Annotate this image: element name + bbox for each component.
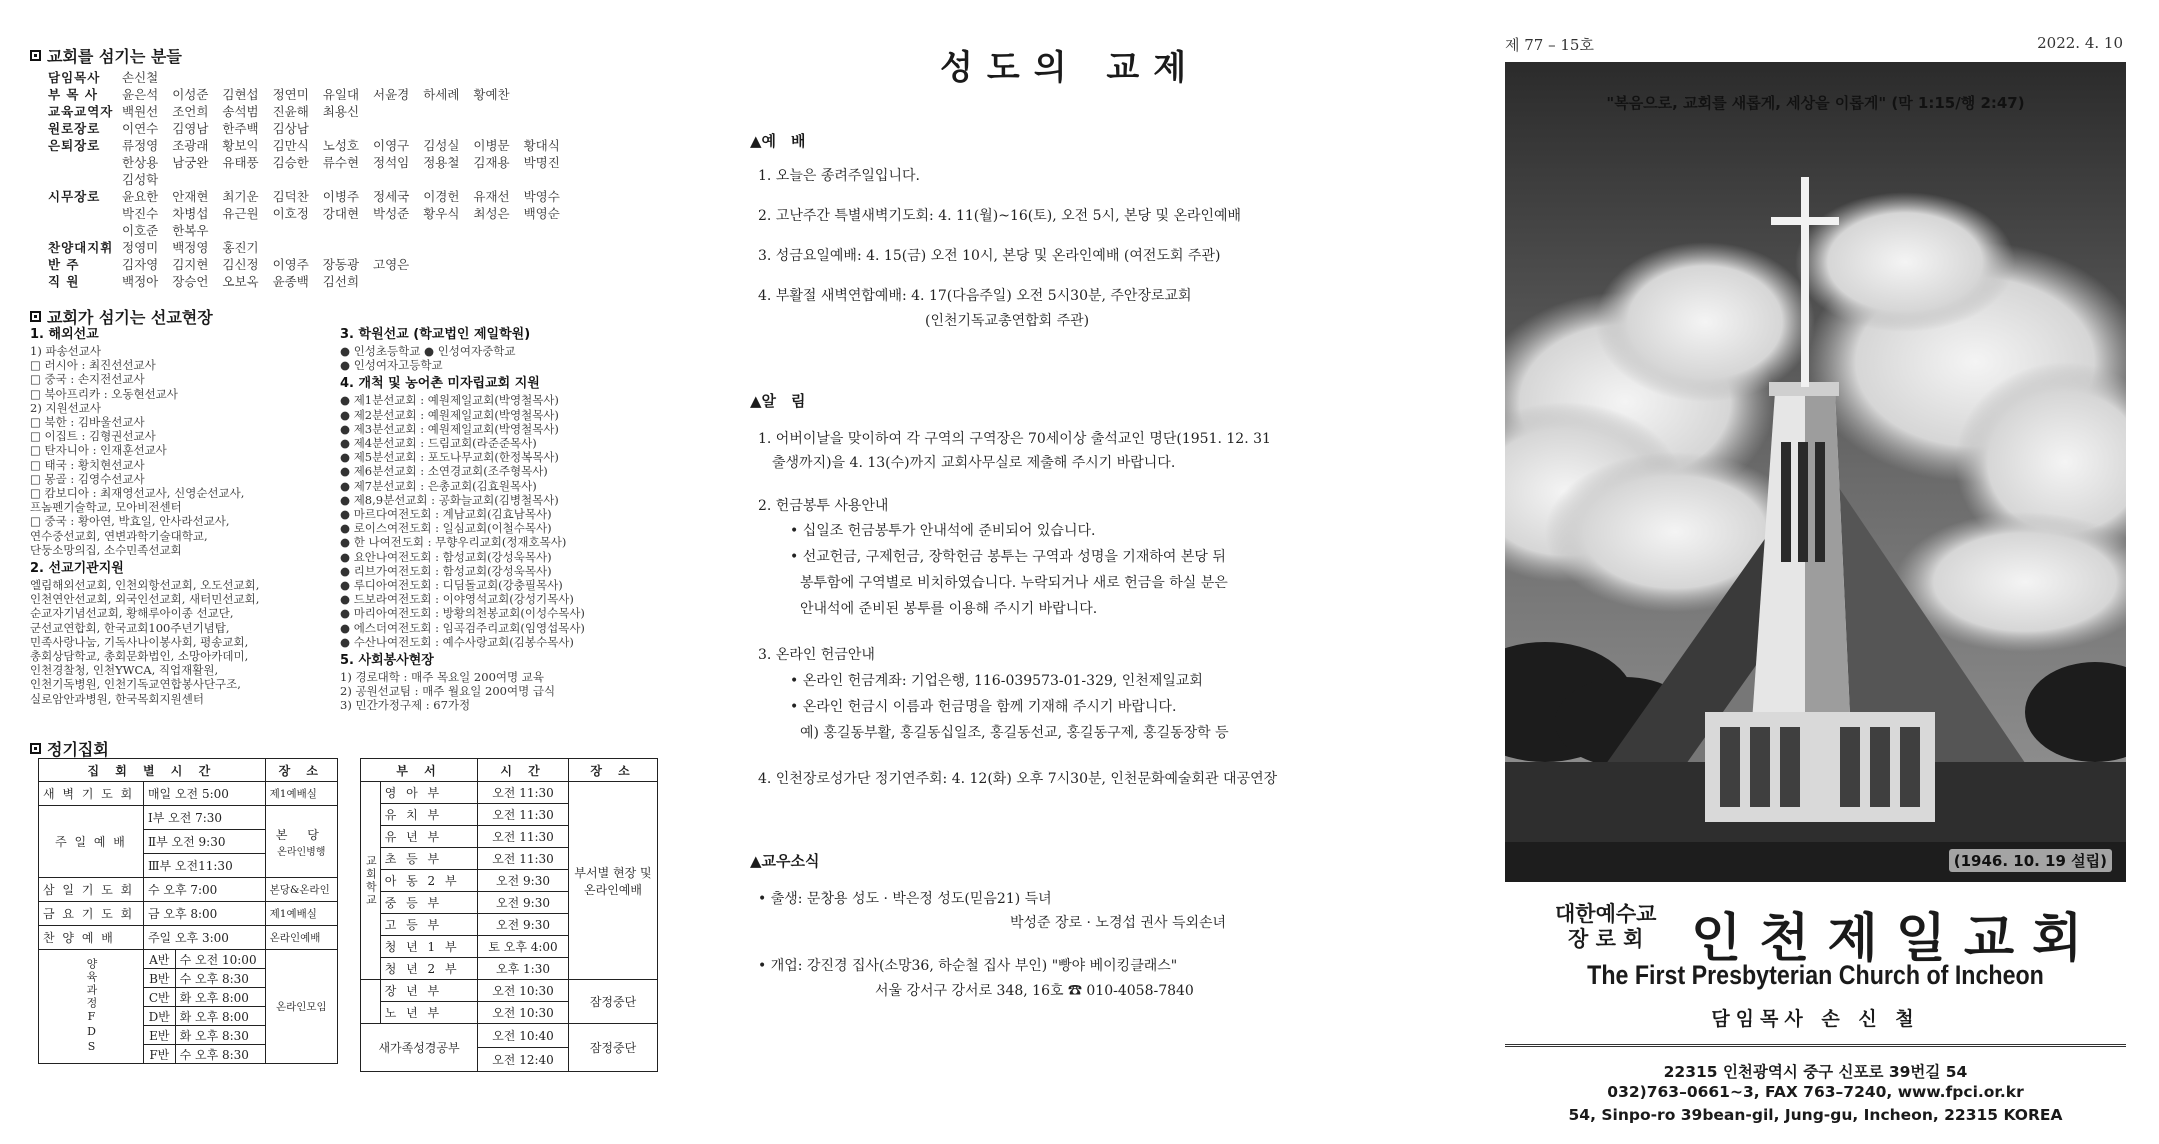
fds-time: 수 오전 10:00 (175, 950, 265, 969)
notice-line: 안내석에 준비된 봉투를 이용해 주시기 바랍니다. (800, 601, 1098, 617)
department-name: 노 년 부 (380, 1002, 477, 1024)
table-row (39, 782, 338, 806)
servant-names: 이연수 김영남 한주백 김상남 (122, 121, 309, 136)
servant-row (30, 222, 670, 239)
mission-item: □ 캄보디아 : 최재영선교사, 신영순선교사, (30, 486, 245, 501)
servant-names: 윤요한 안재현 최기운 김덕찬 이병주 정세국 이경헌 유재선 박영수 (122, 189, 560, 204)
meeting-place: 제1예배실 (265, 782, 337, 806)
issue-date: 2022. 4. 10 (2037, 34, 2123, 52)
mission-item: ● 제6분선교회 : 소연경교회(조주형목사) (340, 464, 548, 479)
mission-item: ● 제2분선교회 : 예원제일교회(박영철목사) (340, 407, 559, 422)
mission-item: ● 리브가여전도회 : 함성교회(강성욱목사) (340, 563, 552, 578)
table-row (39, 926, 338, 950)
department-schedule-table (360, 758, 658, 1072)
mission-item: 2) 지원선교사 (30, 400, 102, 415)
issue-number: 제 77 – 15호 (1505, 36, 1594, 54)
notice-line: • 선교헌금, 구제헌금, 장학헌금 봉투는 구역과 성명을 기재하여 본당 뒤 (790, 549, 1226, 565)
department-time: 오전 11:30 (478, 848, 569, 870)
servant-role: 시무장로 (48, 189, 101, 204)
school-label: 교회학교 (361, 782, 381, 980)
notice-line: 1. 어버이날을 맞이하여 각 구역의 구역장은 70세이상 출석교인 명단(1951. 12. 31 (758, 431, 1271, 447)
fds-time: 화 오후 8:30 (175, 1026, 265, 1045)
servant-role: 반 주 (48, 257, 80, 272)
department-place: 부서별 현장 및 온라인예배 (569, 782, 658, 980)
servant-names: 한상용 남궁완 유태풍 김승한 류수현 정석임 정용철 김재용 박명진 (122, 155, 560, 170)
table-header: 집 회 별 시 간 (39, 759, 266, 782)
fds-class: D반 (143, 1007, 175, 1026)
square-bullet-icon (30, 311, 41, 322)
department-time: 오전 11:30 (478, 826, 569, 848)
church-photo (1505, 62, 2126, 882)
department-time: 오전 11:30 (478, 804, 569, 826)
square-bullet-icon (30, 50, 41, 61)
mission-item: ● 제3분선교회 : 예원제일교회(박영철목사) (340, 421, 559, 436)
meeting-time: 주일 오후 3:00 (143, 926, 265, 950)
mission-item: ● 마리아여전도회 : 방황의천봉교회(이성수목사) (340, 606, 585, 621)
notice-line: • 개업: 강진경 집사(소망36, 하순철 집사 부인) "빵야 베이킹클래스" (758, 958, 1178, 974)
mission-subheading: 4. 개척 및 농어촌 미자립교회 지원 (340, 376, 540, 392)
department-name: 아 동 2 부 (380, 870, 477, 892)
mission-subheading: 1. 해외선교 (30, 327, 99, 342)
mission-item: 인천연안선교회, 외국인선교회, 새터민선교회, (30, 592, 260, 607)
mission-item: 연수중선교회, 연변과학기술대학교, (30, 528, 208, 543)
mission-item: 프놈펜기술학교, 모아비전센터 (30, 500, 182, 515)
mission-item: □ 몽골 : 김영수선교사 (30, 471, 145, 486)
meeting-place (265, 806, 337, 878)
meeting-place-main: 본 당 (275, 827, 327, 842)
table-header: 부 서 (361, 759, 478, 782)
servant-row (30, 273, 670, 290)
notice-line: 3. 온라인 헌금안내 (758, 647, 875, 663)
divider (1505, 1044, 2126, 1047)
meeting-place-note: 온라인병행 (277, 846, 326, 858)
table-header-row (361, 759, 658, 782)
notice-line: 봉투함에 구역별로 비치하였습니다. 누락되거나 새로 헌금을 하실 분은 (800, 575, 1228, 591)
denomination: 대한예수교 장 로 회 (1555, 902, 1657, 951)
servant-names: 백원선 조언희 송석범 진윤해 최용신 (122, 104, 360, 119)
table-row (361, 782, 658, 804)
table-row (39, 806, 338, 830)
servants-heading: 교회를 섬기는 분들 (30, 44, 670, 67)
mission-item: □ 이집트 : 김형권선교사 (30, 429, 156, 444)
servant-names: 박진수 차병섭 유근원 이호정 강대현 박성준 황우식 최성은 백영순 (122, 206, 560, 221)
servant-row (30, 171, 670, 188)
section-heading: ▲예 배 (750, 132, 806, 150)
established-date: (1946. 10. 19 설립) (1949, 849, 2112, 872)
mission-item: ● 제1분선교회 : 예원제일교회(박영철목사) (340, 393, 559, 408)
address-korean: 22315 인천광역시 중구 신포로 39번길 54 (1663, 1063, 1968, 1081)
meeting-place: 제1예배실 (265, 902, 337, 926)
table-row (39, 950, 338, 969)
contact-info: 032)763–0661~3, FAX 763–7240, www.fpci.or.kr (1607, 1083, 2024, 1101)
family-study-name: 새가족성경공부 (361, 1024, 478, 1072)
servant-role: 은퇴장로 (48, 138, 101, 153)
mission-item: 실로암안과병원, 한국목회지원센터 (30, 691, 204, 706)
servant-names: 정영미 백정영 홍진기 (122, 240, 259, 255)
notice-line: 3. 성금요일예배: 4. 15(금) 오전 10시, 본당 및 온라인예배 (여전도회 주관) (758, 248, 1221, 264)
department-time: 토 오후 4:00 (478, 936, 569, 958)
family-study-place: 잠정중단 (569, 1024, 658, 1072)
mission-item: ● 제5분선교회 : 포도나무교회(한정복목사) (340, 450, 559, 465)
department-name: 청 년 2 부 (380, 958, 477, 980)
servant-row (30, 205, 670, 222)
fds-place: 온라인모임 (265, 950, 337, 1064)
mission-item: □ 중국 : 손지전선교사 (30, 372, 145, 387)
table-header: 시 간 (478, 759, 569, 782)
mission-item: 1) 파송선교사 (30, 344, 102, 358)
fds-class: E반 (143, 1026, 175, 1045)
mission-subheading: 5. 사회봉사현장 (340, 653, 434, 669)
department-time: 오후 1:30 (478, 958, 569, 980)
servant-role: 직 원 (48, 274, 80, 289)
mission-item: □ 북한 : 김바울선교사 (30, 415, 145, 430)
mission-item: ● 제7분선교회 : 은총교회(김효원목사) (340, 478, 537, 493)
servant-role: 찬양대지휘 (48, 240, 114, 255)
servant-role (30, 154, 122, 171)
servant-role (30, 222, 122, 239)
mission-item: ● 인성여자고등학교 (340, 358, 443, 373)
servant-role: 담임목사 (48, 70, 101, 85)
servant-names: 김자영 김지현 김신정 이영주 장동광 고영은 (122, 257, 410, 272)
department-name: 장 년 부 (380, 980, 477, 1002)
square-bullet-icon (30, 743, 41, 754)
notice-line: (인천기독교총연합회 주관) (925, 313, 1090, 329)
meeting-name: 찬 양 예 배 (39, 926, 144, 950)
fds-time: 화 오후 8:00 (175, 1007, 265, 1026)
table-row (361, 980, 658, 1002)
mission-item: □ 태국 : 황치현선교사 (30, 457, 145, 472)
family-study-time: 오전 12:40 (478, 1048, 569, 1072)
table-header: 장 소 (569, 759, 658, 782)
department-time: 오전 11:30 (478, 782, 569, 804)
table-header-row (39, 759, 338, 782)
department-name: 유 년 부 (380, 826, 477, 848)
table-row (39, 878, 338, 902)
mission-item: 총회상담학교, 총회문화법인, 소망아카데미, (30, 649, 249, 664)
family-study-time: 오전 10:40 (478, 1024, 569, 1048)
mission-item: ● 수산나여전도회 : 예수사랑교회(김봉수목사) (340, 634, 574, 649)
servant-names: 김성학 (122, 172, 159, 187)
left-panel (30, 0, 670, 1144)
servant-row (30, 86, 670, 103)
meeting-name: 새 벽 기 도 회 (39, 782, 144, 806)
servant-role: 교육교역자 (48, 104, 114, 119)
notice-line: 1. 오늘은 종려주일입니다. (758, 168, 920, 184)
mission-subheading: 2. 선교기관지원 (30, 561, 124, 577)
mission-item: ● 인성초등학교 ● 인성여자중학교 (340, 344, 516, 358)
mission-item: ● 드보라여전도회 : 이야영석교회(강성기목사) (340, 592, 574, 607)
fds-class: A반 (143, 950, 175, 969)
servant-names: 손신철 (122, 70, 159, 85)
servant-row (30, 256, 670, 273)
servant-row (30, 103, 670, 120)
mission-item: ● 제8,9분선교회 : 공화늘교회(김병철목사) (340, 492, 559, 507)
servant-row (30, 120, 670, 137)
missions-heading: 교회가 섬기는 선교현장 (30, 305, 213, 328)
servant-row (30, 69, 670, 86)
department-time: 오전 10:30 (478, 1002, 569, 1024)
servants-section (30, 44, 670, 290)
table-row (361, 1024, 658, 1048)
senior-pastor: 담임목사 손 신 철 (1711, 1008, 1920, 1030)
servant-names: 윤은석 이성준 김현섭 정연미 유일대 서윤경 하세례 황예찬 (122, 87, 510, 102)
servant-list (30, 69, 670, 290)
meetings-heading: 정기집회 (30, 737, 109, 760)
fds-time: 수 오후 8:30 (175, 1045, 265, 1064)
department-place-suspended: 잠정중단 (569, 980, 658, 1024)
servant-role: 원로장로 (48, 121, 101, 136)
servant-row (30, 188, 670, 205)
meeting-time: 수 오후 7:00 (143, 878, 265, 902)
mission-item: ● 제4분선교회 : 드림교회(라준준목사) (340, 436, 537, 451)
motto: "복음으로, 교회를 새롭게, 세상을 이롭게" (막 1:15/행 2:47) (1606, 94, 2025, 112)
notice-line: 2. 헌금봉투 사용안내 (758, 498, 889, 514)
empty-cell (361, 980, 381, 1024)
notice-line: • 온라인 헌금시 이름과 헌금명을 함께 기재해 주시기 바랍니다. (790, 699, 1177, 715)
notice-line: • 십일조 헌금봉투가 안내석에 준비되어 있습니다. (790, 523, 1096, 539)
mission-item: 군선교연합회, 한국교회100주년기념탑, (30, 620, 230, 635)
mission-subheading: 3. 학원선교 (학교법인 제일학원) (340, 327, 531, 342)
servant-row (30, 154, 670, 171)
mission-item: 1) 경로대학 : 매주 목요일 200여명 교육 (340, 670, 544, 685)
mission-item: 단둥소망의집, 소수민족선교회 (30, 542, 182, 557)
servant-row (30, 239, 670, 256)
department-time: 오전 10:30 (478, 980, 569, 1002)
mission-item: 2) 공원선교팀 : 매주 월요일 200여명 급식 (340, 684, 556, 699)
mission-item: ● 에스더여전도회 : 임곡검주리교회(임영섭목사) (340, 620, 585, 635)
department-name: 중 등 부 (380, 892, 477, 914)
address-english: 54, Sinpo-ro 39bean-gil, Jung-gu, Incheon, 22315 KOREA (1568, 1106, 2063, 1124)
mission-item: □ 러시아 : 최진선선교사 (30, 358, 156, 373)
mission-item: ● 마르다여전도회 : 계남교회(김효남목사) (340, 507, 552, 522)
notice-line: 예) 홍길동부활, 홍길동십일조, 홍길동선교, 홍길동구제, 홍길동장학 등 (800, 725, 1229, 741)
table-row (39, 902, 338, 926)
fds-class: F반 (143, 1045, 175, 1064)
notice-line: 2. 고난주간 특별새벽기도회: 4. 11(월)~16(토), 오전 5시, 본당 및 온라인예배 (758, 208, 1242, 224)
mission-item: 인천기독병원, 인천기독교연합봉사단구조, (30, 677, 241, 692)
section-heading: ▲알 림 (750, 392, 806, 410)
department-name: 영 아 부 (380, 782, 477, 804)
mission-item: □ 탄자니아 : 인재훈선교사 (30, 443, 167, 458)
section-heading: ▲교우소식 (750, 852, 820, 870)
meeting-time: Ⅰ부 오전 7:30 (143, 806, 265, 830)
fds-class: C반 (143, 988, 175, 1007)
notice-line: 4. 부활절 새벽연합예배: 4. 17(다음주일) 오전 5시30분, 주안장로교회 (758, 288, 1192, 304)
department-time: 오전 9:30 (478, 892, 569, 914)
servant-names: 백정아 장승언 오보옥 윤종백 김선희 (122, 274, 360, 289)
department-name: 고 등 부 (380, 914, 477, 936)
meeting-time: 매일 오전 5:00 (143, 782, 265, 806)
notice-line: 박성준 장로 · 노경섭 권사 득외손녀 (1010, 915, 1227, 931)
meeting-place: 본당&온라인 (265, 878, 337, 902)
mission-item: □ 중국 : 황아연, 박효일, 안사라선교사, (30, 514, 230, 529)
mission-item: ● 로이스여전도회 : 일심교회(이철수목사) (340, 521, 552, 536)
meeting-name: 금 요 기 도 회 (39, 902, 144, 926)
mission-item: 인천경찰청, 인천YWCA, 직업재활원, (30, 663, 219, 678)
notice-line: 출생까지)을 4. 13(수)까지 교회사무실로 제출해 주시기 바랍니다. (772, 455, 1176, 471)
mission-item: 민족사랑나눔, 기독사나이봉사회, 평송교회, (30, 634, 249, 649)
notice-line: 4. 인천장로성가단 정기연주회: 4. 12(화) 오후 7시30분, 인천문화예술회관 대공연장 (758, 771, 1278, 787)
meeting-name: 주 일 예 배 (39, 806, 144, 878)
servant-role (30, 205, 122, 222)
servant-names: 이호준 한복우 (122, 223, 209, 238)
worship-schedule-table (38, 758, 338, 1064)
meeting-time: Ⅱ부 오전 9:30 (143, 830, 265, 854)
servant-role: 부 목 사 (48, 87, 98, 102)
page-title: 성도의 교제 (940, 48, 1201, 88)
department-name: 초 등 부 (380, 848, 477, 870)
mission-item: 엘림해외선교회, 인천외항선교회, 오도선교회, (30, 578, 260, 593)
church-building-image (1505, 62, 2126, 882)
meeting-time: 금 오후 8:00 (143, 902, 265, 926)
mission-item: ● 루디아여전도회 : 디딤돌교회(강충필목사) (340, 578, 563, 593)
notice-line: 서울 강서구 강서로 348, 16호 ☎ 010-4058-7840 (875, 983, 1194, 999)
mission-item: ● 요안나여전도회 : 함성교회(강성욱목사) (340, 549, 552, 564)
meeting-place: 온라인예배 (265, 926, 337, 950)
fds-time: 수 오후 8:30 (175, 969, 265, 988)
mission-item: 3) 민간가정구제 : 67가정 (340, 698, 471, 713)
servant-row (30, 137, 670, 154)
church-name: 인천제일교회 (1691, 909, 2101, 969)
missions-column-1 (30, 323, 340, 706)
fds-time: 화 오후 8:00 (175, 988, 265, 1007)
mission-item: □ 북아프리카 : 오동현선교사 (30, 386, 178, 401)
notice-line: • 온라인 헌금계좌: 기업은행, 116-039573-01-329, 인천제일교회 (790, 673, 1203, 689)
notice-line: • 출생: 문창용 성도 · 박은정 성도(믿음21) 득녀 (758, 891, 1052, 907)
servant-role (30, 171, 122, 188)
department-time: 오전 9:30 (478, 870, 569, 892)
middle-panel (750, 0, 1370, 1144)
missions-column-2 (340, 323, 670, 713)
fds-label: 양육과정FDS (39, 950, 144, 1064)
church-english-name: The First Presbyterian Church of Incheon (1587, 960, 2044, 990)
right-panel (1505, 0, 2135, 1144)
meeting-name: 삼 일 기 도 회 (39, 878, 144, 902)
department-name: 청 년 1 부 (380, 936, 477, 958)
department-time: 오전 9:30 (478, 914, 569, 936)
mission-item: 순교자기념선교회, 황해루아이종 선교단, (30, 606, 234, 621)
meeting-time: Ⅲ부 오전11:30 (143, 854, 265, 878)
mission-item: ● 한 나여전도회 : 무향우리교회(정재호목사) (340, 535, 567, 550)
table-header: 장 소 (265, 759, 337, 782)
department-name: 유 치 부 (380, 804, 477, 826)
fds-class: B반 (143, 969, 175, 988)
servant-names: 류정영 조광래 황보익 김만식 노성호 이영구 김성실 이병문 황대식 (122, 138, 560, 153)
